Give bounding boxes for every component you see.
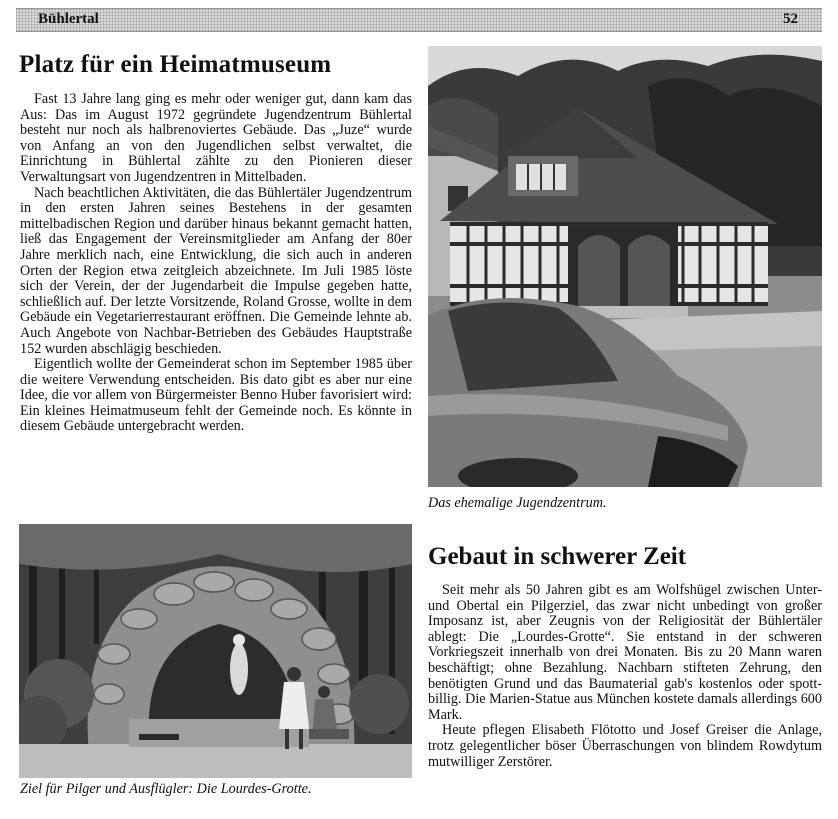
- section-title: Bühlertal: [38, 11, 99, 27]
- article-body-heimatmuseum: [20, 92, 412, 435]
- photo-jugendzentrum: [428, 46, 822, 487]
- paragraph: Heute pflegen Elisabeth Flötotto und Josef Greiser die Anlage, trotz gelegentlicher böser Überraschungen von blindem Rowdytum mutwilliger Zerstörer.: [428, 722, 822, 770]
- article-body-lourdes-grotte: [428, 583, 822, 770]
- photo-caption-jugendzentrum: Das ehemalige Jugendzentrum.: [428, 495, 607, 511]
- paragraph: Fast 13 Jahre lang ging es mehr oder weniger gut, dann kam das Aus: Das im August 1972 gegründete Jugendzentrum Bühlertal besteht nur noch als halbrenoviertes Gebäude. Das „Juze“ wurde von Anfang an von den Jugendlichen selbst verwaltet, die Einrichtung in Bühlertal zählte zu den Pionieren dieser Verwaltungsart von Jugendzentren in Mittelbaden.: [20, 91, 412, 185]
- page-number: 52: [783, 11, 798, 27]
- paragraph: Seit mehr als 50 Jahren gibt es am Wolfshügel zwischen Unter- und Obertal ein Pilgerziel, das zwar nicht unbedingt von großer Imposanz ist, aber Zeugnis von der Religiosität der Bühlertäler ablegt: Die „Lourdes-Grotte“. Sie entstand in der schweren Vorkriegszeit innerhalb von drei Monaten. Bis zu 20 Mann waren beschäftigt; ohne Bezahlung. Nachbarn stifteten Zehrung, den benötigten Grund und das Baumaterial gab's kostenlos oder spottbillig. Die Marien-Statue aus München kostete damals allerdings 600 Mark.: [428, 582, 822, 723]
- article-title-heimatmuseum: Platz für ein Heimatmuseum: [19, 51, 332, 78]
- paragraph: Eigentlich wollte der Gemeinderat schon im September 1985 über die weitere Verwendung entscheiden. Bis dato gibt es aber nur eine Idee, die vor allem von Bürgermeister Benno Huber favorisiert wird: Ein kleines Heimatmuseum fehlt der Gemeinde noch. Es könnte in diesem Gebäude untergebracht werden.: [20, 356, 412, 435]
- article-title-lourdes-grotte: Gebaut in schwerer Zeit: [428, 543, 687, 570]
- running-header: [16, 8, 822, 32]
- paragraph: Nach beachtlichen Aktivitäten, die das Bühlertäler Jugendzentrum in den ersten Jahren seines Bestehens in der gesamten mittelbadischen Region und darüber hinaus bekannt gemacht hatten, ließ das Engagement der Vereinsmitglieder am Anfang der 80er Jahre merklich nach, eine Entwicklung, die sich auch in anderen Orten der Region etwa zeitgleich abzeichnete. Im Juli 1985 löste sich der Verein, der der Jugendarbeit die Impulse gegeben hatte, schließlich auf. Der letzte Vorsitzende, Roland Grosse, wollte in dem Gebäude ein Vegetarierrestaurant eröffnen. Die Gemeinde lehnte ab. Auch Angebote von Nachbar-Betrieben des Gebäudes Hauptstraße 152 wurden abschlägig beschieden.: [20, 184, 412, 357]
- photo-lourdes-grotte: [19, 524, 412, 778]
- photo-caption-lourdes-grotte: Ziel für Pilger und Ausflügler: Die Lourdes-Grotte.: [20, 781, 312, 797]
